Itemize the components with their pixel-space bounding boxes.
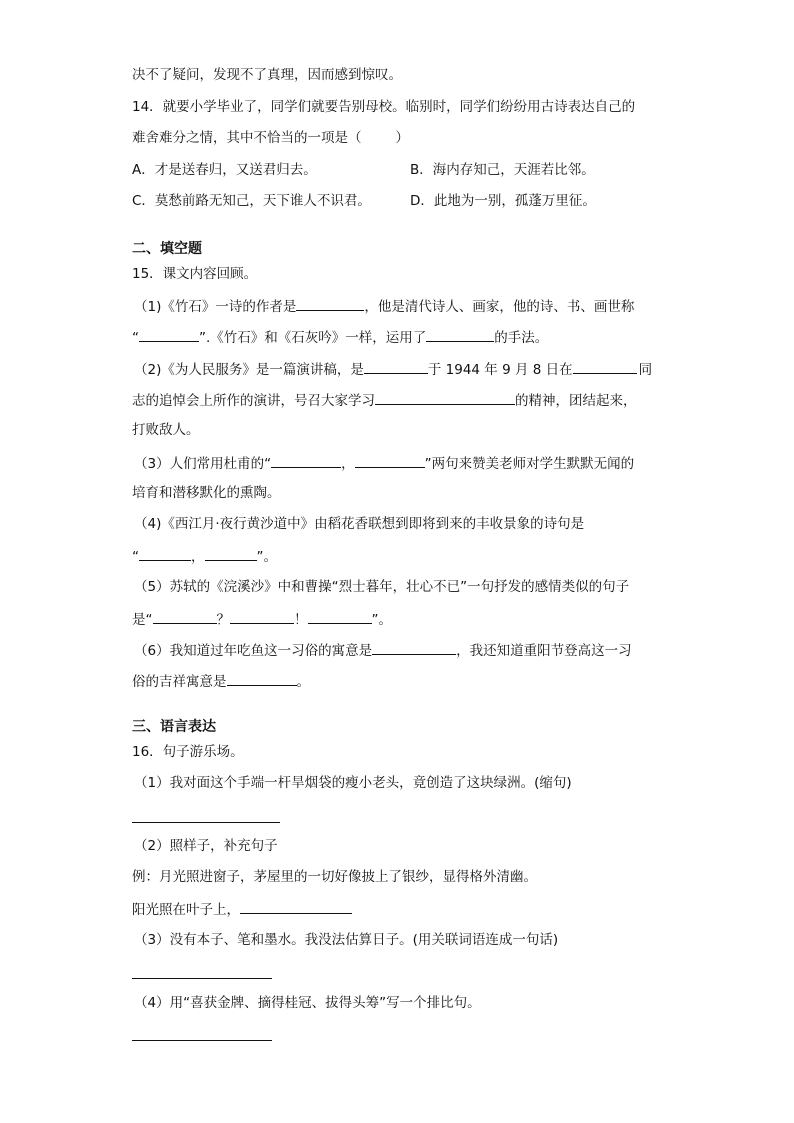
section2-heading: 二、填空题	[132, 241, 202, 257]
q15-p1-blank-technique[interactable]	[426, 327, 494, 342]
q15-p2-text-e: 的精神，团结起来，	[515, 393, 637, 409]
q15-p6-text-a: （6）我知道过年吃鱼这一习俗的寓意是	[134, 643, 373, 659]
q14-option-c[interactable]: C．莫愁前路无知己，天下谁人不识君。	[132, 193, 371, 209]
q15-p4-text-b: “	[132, 549, 139, 565]
q15-p1-blank-title[interactable]	[139, 327, 199, 342]
q15-p6-text-c: 俗的吉祥寓意是	[132, 674, 227, 690]
q15-part1-line2	[132, 327, 548, 347]
q15-p4-text-c: ，	[191, 549, 205, 565]
q15-p4-text-d: ”。	[256, 549, 277, 565]
q15-p5-blank-3[interactable]	[308, 609, 372, 624]
q15-p3-text-b: ，	[341, 456, 355, 472]
q15-p3-blank-2[interactable]	[355, 453, 425, 468]
q14-stem-line2	[132, 129, 409, 147]
q15-p5-blank-1[interactable]	[153, 609, 217, 624]
q14-option-a[interactable]: A．才是送春归，又送君归去。	[132, 162, 317, 178]
q14-options-row-2	[132, 192, 672, 210]
q15-p2-text-f: 打败敌人。	[132, 422, 200, 438]
q14-close-paren: ）	[395, 130, 409, 146]
q15-p3-text-c: ”两句来赞美老师对学生默默无闻的	[424, 456, 635, 472]
q15-p5-text-d: ！	[294, 612, 308, 628]
q15-p1-text-b: ，他是清代诗人、画家，他的诗、书、画世称	[364, 299, 635, 315]
q15-p6-blank-fish[interactable]	[372, 640, 456, 655]
q15-p1-text-c: “	[132, 330, 139, 346]
q15-p5-text-b: 是“	[132, 612, 153, 628]
q15-part2-line1	[134, 359, 652, 379]
q15-p4-text-a: （4)《西江月·夜行黄沙道中》由稻花香联想到即将到来的丰收景象的诗句是	[134, 516, 585, 532]
q15-part3-line1	[134, 453, 634, 473]
q15-part2-line2	[132, 390, 637, 410]
q15-p2-text-a: （2)《为人民服务》是一篇演讲稿，是	[134, 362, 364, 378]
q15-part1-line1	[134, 296, 634, 316]
q16-fill-text: 阳光照在叶子上，	[132, 902, 240, 918]
section3-heading: 三、语言表达	[132, 719, 216, 735]
q15-p6-blank-chongyang[interactable]	[227, 671, 297, 686]
q15-p1-text-e: 的手法。	[494, 330, 549, 346]
q15-p5-text-a: （5）苏轼的《浣溪沙》中和曹操“烈士暮年，壮心不已”一句抒发的感情类似的句子	[134, 579, 630, 595]
q15-p1-text-d: ”.《竹石》和《石灰吟》一样，运用了	[199, 330, 427, 346]
q13-tail-text: 决不了疑问，发现不了真理，因而感到惊叹。	[132, 67, 402, 83]
q15-p3-text-a: （3）人们常用杜甫的“	[134, 456, 272, 472]
q16-part1: （1）我对面这个手端一杆旱烟袋的瘦小老头，竟创造了这块绿洲。(缩句)	[134, 775, 572, 791]
q16-part1-answer-line[interactable]	[132, 822, 280, 823]
q16-stem: 16．句子游乐场。	[132, 744, 244, 760]
q16-part2: （2）照样子，补充句子	[134, 838, 278, 854]
q16-part3: （3）没有本子、笔和墨水。我没法估算日子。(用关联词语连成一句话)	[134, 932, 559, 948]
q14-option-b[interactable]: B．海内存知己，天涯若比邻。	[410, 162, 595, 178]
q15-p2-text-c: 同	[638, 362, 653, 378]
q16-fill-blank[interactable]	[240, 899, 352, 914]
q15-p2-blank-person[interactable]	[573, 359, 637, 374]
q14-stem-text: 难舍难分之情，其中不恰当的一项是（	[132, 130, 362, 146]
q15-p4-blank-2[interactable]	[205, 546, 257, 561]
q14-options-row-1	[132, 161, 672, 179]
q15-part5-line2	[132, 609, 392, 629]
q15-part4-line2	[132, 546, 277, 566]
q16-part4: （4）用“喜获金牌、摘得桂冠、拔得头筹”写一个排比句。	[134, 995, 481, 1011]
q16-part3-answer-line[interactable]	[132, 978, 272, 979]
q15-p1-blank-author[interactable]	[296, 296, 364, 311]
q15-p5-blank-2[interactable]	[230, 609, 294, 624]
q15-p6-text-b: ，我还知道重阳节登高这一习	[456, 643, 632, 659]
q15-part6-line2	[132, 671, 310, 691]
q15-p5-text-e: ”。	[371, 612, 392, 628]
q15-p2-blank-speaker[interactable]	[364, 359, 428, 374]
q15-p5-text-c: ？	[216, 612, 230, 628]
q15-p4-blank-1[interactable]	[139, 546, 191, 561]
q16-example: 例：月光照进窗子，茅屋里的一切好像披上了银纱，显得格外清幽。	[132, 869, 537, 885]
q14-stem-line1: 14．就要小学毕业了，同学们就要告别母校。临别时，同学们纷纷用古诗表达自己的	[132, 99, 636, 115]
q16-part4-answer-line[interactable]	[132, 1040, 272, 1041]
q15-p2-text-d: 志的追悼会上所作的演讲，号召大家学习	[132, 393, 375, 409]
q14-option-d[interactable]: D．此地为一别，孤蓬万里征。	[410, 193, 596, 209]
q15-p2-text-b: 于 1944 年 9 月 8 日在	[427, 362, 573, 378]
q15-p6-text-d: 。	[296, 674, 310, 690]
q15-p2-blank-spirit[interactable]	[375, 390, 515, 405]
q15-p3-blank-1[interactable]	[271, 453, 341, 468]
q15-p1-text-a: （1)《竹石》一诗的作者是	[134, 299, 297, 315]
q15-stem: 15．课文内容回顾。	[132, 266, 258, 282]
q15-p3-text-d: 培育和潜移默化的熏陶。	[132, 485, 281, 501]
q15-part6-line1	[134, 640, 632, 660]
q16-fill-line	[132, 899, 352, 919]
